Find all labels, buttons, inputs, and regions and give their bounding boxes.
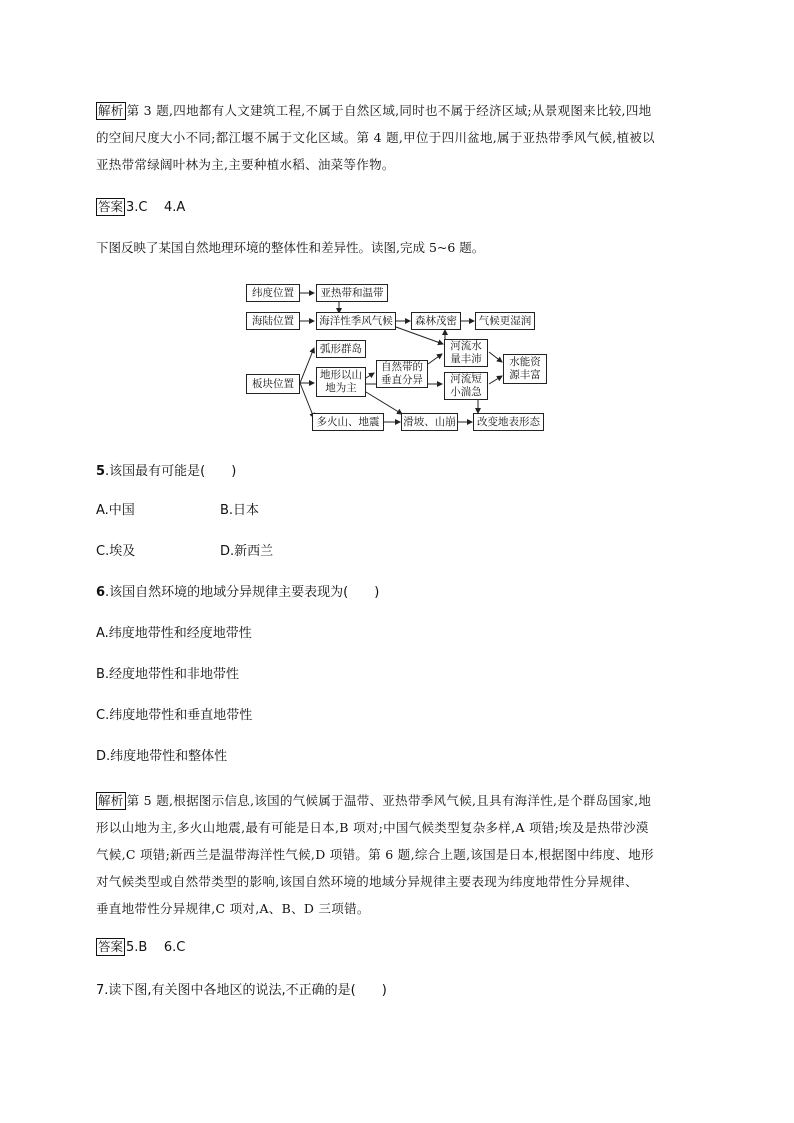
arrow — [489, 376, 502, 384]
node-subtropical: 亚热带和温带 — [316, 284, 388, 302]
analysis-line: 垂直地带性分异规律,C 项对,A、B、D 三项错。 — [96, 901, 370, 916]
node-zone: 自然带的 垂直分异 — [376, 360, 428, 388]
node-plate: 板块位置 — [246, 374, 300, 394]
node-change: 改变地表形态 — [473, 413, 544, 431]
question-7: 7.读下图,有关图中各地区的说法,不正确的是( ) — [96, 983, 387, 998]
question-stem: .该国最有可能是( ) — [105, 464, 237, 479]
node-hydro: 水能资 源丰富 — [503, 354, 547, 384]
node-river-short: 河流短 小湍急 — [444, 372, 488, 400]
arrow — [366, 373, 374, 378]
analysis-tag: 解析 — [98, 793, 124, 808]
analysis-tag: 解析 — [98, 103, 124, 118]
analysis-line: 亚热带常绿阔叶林为主,主要种植水稻、油菜等作物。 — [96, 157, 395, 172]
question-5 — [96, 462, 696, 482]
geography-flow-diagram — [246, 282, 546, 432]
analysis-line: 形以山地为主,多火山地震,最有可能是日本,B 项对;中国气候类型复杂多样,A 项错;埃及是热带沙漠 — [96, 820, 649, 835]
arrow — [366, 392, 402, 414]
analysis-line: 的空间尺度大小不同;都江堰不属于文化区域。第 4 题,甲位于四川盆地,属于亚热带季风气候,植被以 — [96, 130, 655, 145]
option-a[interactable]: A.纬度地带性和经度地带性 — [96, 626, 252, 641]
node-latitude: 纬度位置 — [246, 284, 300, 302]
analysis-line: 解析 第 3 题,四地都有人文建筑工程,不属于自然区域,同时也不属于经济区域;从景观图来比较,四地 — [98, 103, 652, 118]
analysis-block-2 — [96, 787, 696, 922]
node-forest: 森林茂密 — [411, 312, 461, 330]
node-humid: 气候更湿润 — [475, 312, 535, 330]
analysis-line: 解析 第 5 题,根据图示信息,该国的气候属于温带、亚热带季风气候,且具有海洋性,是个群岛国家,地 — [98, 793, 652, 808]
arrow — [489, 352, 502, 362]
analysis-line: 气候,C 项错;新西兰是温带海洋性气候,D 项错。第 6 题,综合上题,该国是日本,根据图中纬度、地形 — [96, 847, 654, 862]
answer-block-2 — [96, 938, 696, 958]
option-a[interactable]: A.中国 — [96, 503, 135, 518]
option-d[interactable]: D.纬度地带性和整体性 — [96, 749, 228, 764]
node-river-water: 河流水 量丰沛 — [444, 339, 488, 367]
arrow — [300, 348, 314, 383]
option-c[interactable]: C.埃及 — [96, 544, 136, 559]
node-mountain: 地形以山 地为主 — [316, 367, 366, 397]
node-monsoon: 海洋性季风气候 — [316, 312, 396, 330]
analysis-block-1 — [96, 97, 696, 178]
option-d[interactable]: D.新西兰 — [220, 544, 274, 559]
question-6 — [96, 583, 696, 603]
arrow — [428, 354, 442, 364]
option-b[interactable]: B.经度地带性和非地带性 — [96, 667, 240, 682]
answer-block-1 — [96, 198, 696, 218]
answer-text: 3.C 4.A — [126, 200, 186, 215]
diagram-connectors — [246, 282, 546, 432]
option-b[interactable]: B.日本 — [220, 503, 260, 518]
question-intro: 下图反映了某国自然地理环境的整体性和差异性。读图,完成 5~6 题。 — [96, 240, 485, 255]
node-arc: 弧形群岛 — [316, 340, 366, 358]
answer-tag: 答案 — [98, 939, 124, 954]
question-number: 5 — [96, 464, 106, 479]
node-volcano: 多火山、地震 — [312, 413, 384, 431]
node-landslide: 滑坡、山崩 — [401, 413, 458, 431]
node-landsea: 海陆位置 — [246, 312, 300, 330]
question-number: 6 — [96, 585, 106, 600]
option-c[interactable]: C.纬度地带性和垂直地带性 — [96, 708, 253, 723]
question-stem: .该国自然环境的地域分异规律主要表现为( ) — [105, 585, 380, 600]
answer-text: 5.B 6.C — [126, 940, 186, 955]
analysis-line: 对气候类型或自然带类型的影响,该国自然环境的地域分异规律主要表现为纬度地带性分异规律、 — [96, 874, 638, 889]
answer-tag: 答案 — [98, 199, 124, 214]
